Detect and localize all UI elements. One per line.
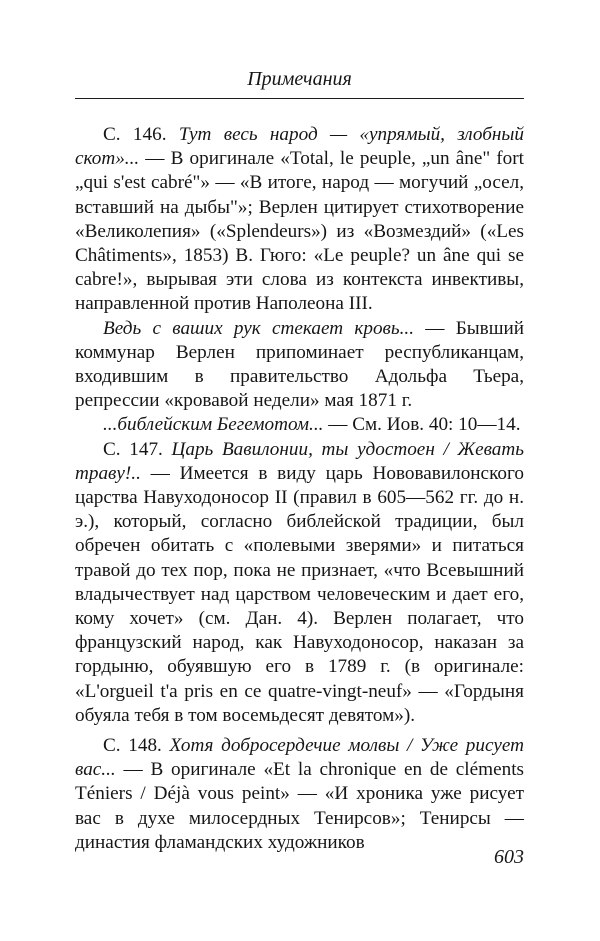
- note-text: — В оригинале «Total, le peuple, „un âne" fort „qui s'est cabré"» — «В итоге, народ — могучий „осел, вставший на дыбы"»; Верлен цитирует стихотворение «Великолепия» («Splendeurs») из «Возмездий» («Les Châtiments», 1853) В. Гюго: «Le peuple? un âne qui se cabre!», вырывая эти слова из контекста инвективы, направленной против Наполеона III.: [75, 148, 524, 315]
- quoted-lemma: Царь Вавилонии, ты удостоен / Жевать траву!..: [75, 438, 524, 484]
- note-text: — См. Иов. 40: 10—14.: [323, 414, 521, 436]
- header-rule: [75, 98, 524, 99]
- note-text: — Бывший коммунар Верлен припоминает республиканцам, входившим в правительство Адольфа Тьера, репрессии «кровавой недели» мая 1871 г.: [75, 317, 525, 412]
- quoted-lemma: ...библейским Бегемотом...: [103, 414, 324, 436]
- note-paragraph: [75, 123, 524, 317]
- note-text: — Имеется в виду царь Нововавилонского царства Навуходоносор II (правил в 605—562 гг. до н. э.), который, согласно библейской традиции, был обречен обитать с «полевыми зверями» и питаться травой до тех пор, пока не признает, «что Всевышний владычествует над царством человеческим и дает его, кому хочет» (см. Дан. 4). Верлен полагает, что французский народ, как Навуходоносор, наказан за гордыню, обуявшую его в 1789 г. (в оригинале: «L'orgueil t'a pris en ce quatre-vingt-neuf» — «Гордыня обуяла тебя в том восемьдесят девятом»).: [75, 462, 524, 726]
- note-paragraph: [75, 734, 524, 855]
- note-text: — В оригинале «Et la chronique en de cléments Téniers / Déjà vous peint» — «И хроника уже рисует вас в духе милосердных Тенирсов»; Тенирсы — династия фламандских художников: [75, 759, 524, 853]
- quoted-lemma: Тут весь народ — «упрямый, злобный скот»...: [75, 124, 524, 170]
- note-paragraph: [75, 413, 524, 437]
- note-paragraph: [75, 317, 524, 414]
- note-paragraph: [75, 438, 524, 728]
- quoted-lemma: Хотя добросердечие молвы / Уже рисует вас...: [75, 735, 524, 781]
- page-number: 603: [494, 846, 524, 868]
- page-reference: С. 146.: [103, 124, 179, 145]
- page-reference: С. 148.: [103, 735, 170, 757]
- notes-body: [75, 123, 524, 855]
- page-reference: С. 147.: [103, 438, 172, 460]
- running-head: Примечания: [247, 68, 352, 90]
- quoted-lemma: Ведь с ваших рук стекает кровь...: [103, 317, 414, 339]
